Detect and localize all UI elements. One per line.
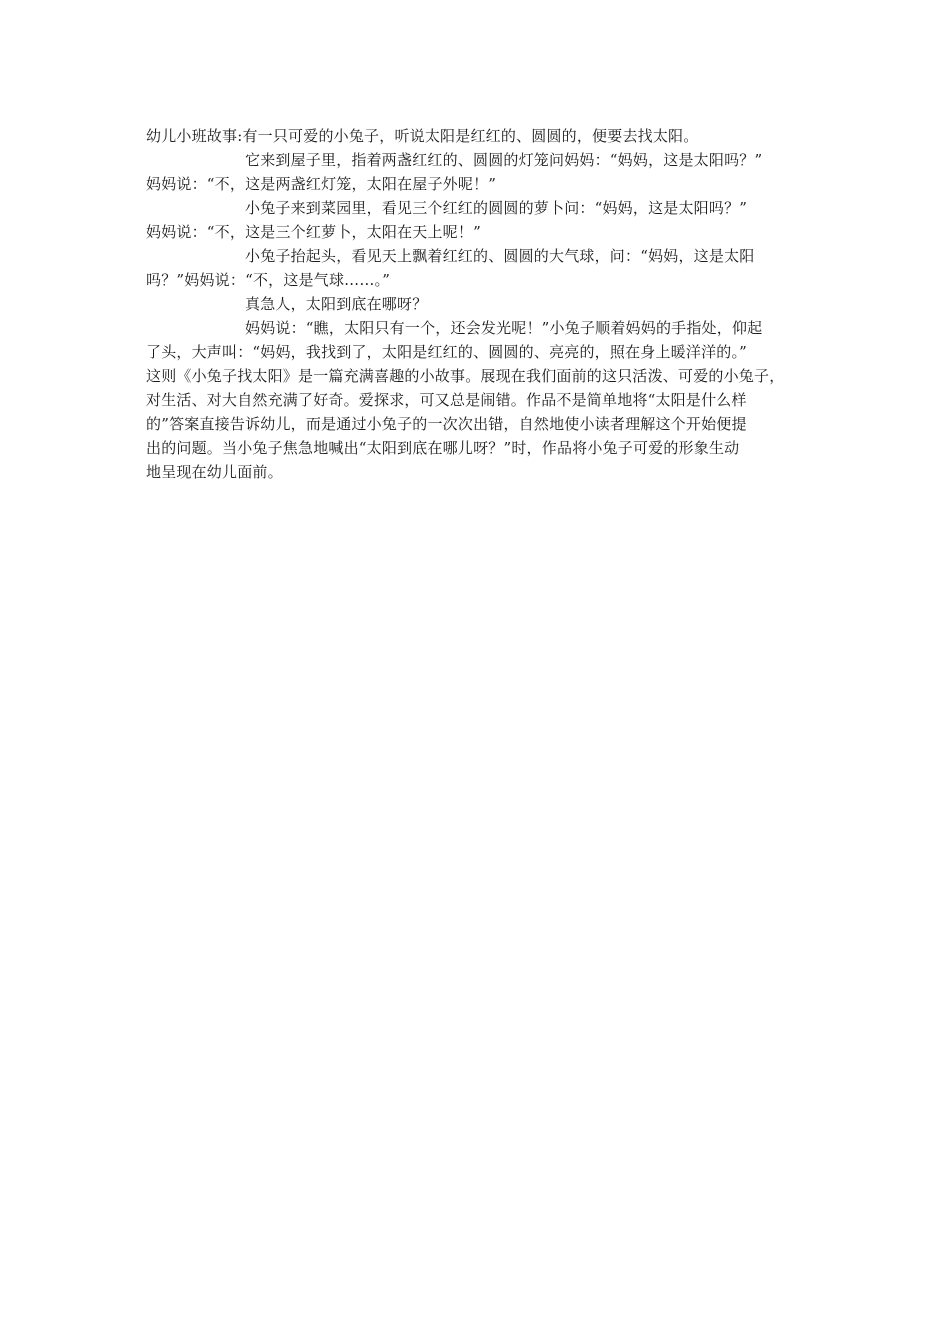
- commentary-line-3: 的”答案直接告诉幼儿，而是通过小兔子的一次次出错，自然地使小读者理解这个开始便提: [146, 415, 747, 433]
- story-line-balloon: 小兔子抬起头，看见天上飘着红红的、圆圆的大气球，问：“妈妈，这是太阳: [245, 247, 755, 265]
- story-line-radish-reply: 妈妈说：“不，这是三个红萝卜，太阳在天上呢！”: [146, 223, 481, 241]
- story-line-sun: 妈妈说：“瞧，太阳只有一个，还会发光呢！”小兔子顺着妈妈的手指处，仰起: [245, 319, 763, 337]
- commentary-line-4: 出的问题。当小兔子焦急地喊出“太阳到底在哪儿呀？”时，作品将小兔子可爱的形象生动: [146, 439, 740, 457]
- story-line-found: 了头，大声叫：“妈妈，我找到了，太阳是红红的、圆圆的、亮亮的，照在身上暖洋洋的。”: [146, 343, 748, 361]
- commentary-line-1: 这则《小兔子找太阳》是一篇充满喜趣的小故事。展现在我们面前的这只活泼、可爱的小兔子，: [146, 367, 785, 385]
- story-line-lantern-reply: 妈妈说：“不，这是两盏红灯笼，太阳在屋子外呢！”: [146, 175, 497, 193]
- story-line-garden: 小兔子来到菜园里，看见三个红红的圆圆的萝卜问：“妈妈，这是太阳吗？”: [245, 199, 748, 217]
- document-body: [146, 124, 826, 484]
- story-intro-line: 幼儿小班故事:有一只可爱的小兔子，听说太阳是红红的、圆圆的，便要去找太阳。: [146, 127, 699, 145]
- story-line-balloon-reply: 吗？”妈妈说：“不，这是气球……。”: [146, 271, 391, 289]
- story-line-house: 它来到屋子里，指着两盏红红的、圆圆的灯笼问妈妈：“妈妈，这是太阳吗？”: [245, 151, 763, 169]
- commentary-line-5: 地呈现在幼儿面前。: [146, 463, 283, 481]
- commentary-line-2: 对生活、对大自然充满了好奇。爱探求，可又总是闹错。作品不是简单地将“太阳是什么样: [146, 391, 747, 409]
- story-line-anxious: 真急人，太阳到底在哪呀？: [245, 295, 428, 313]
